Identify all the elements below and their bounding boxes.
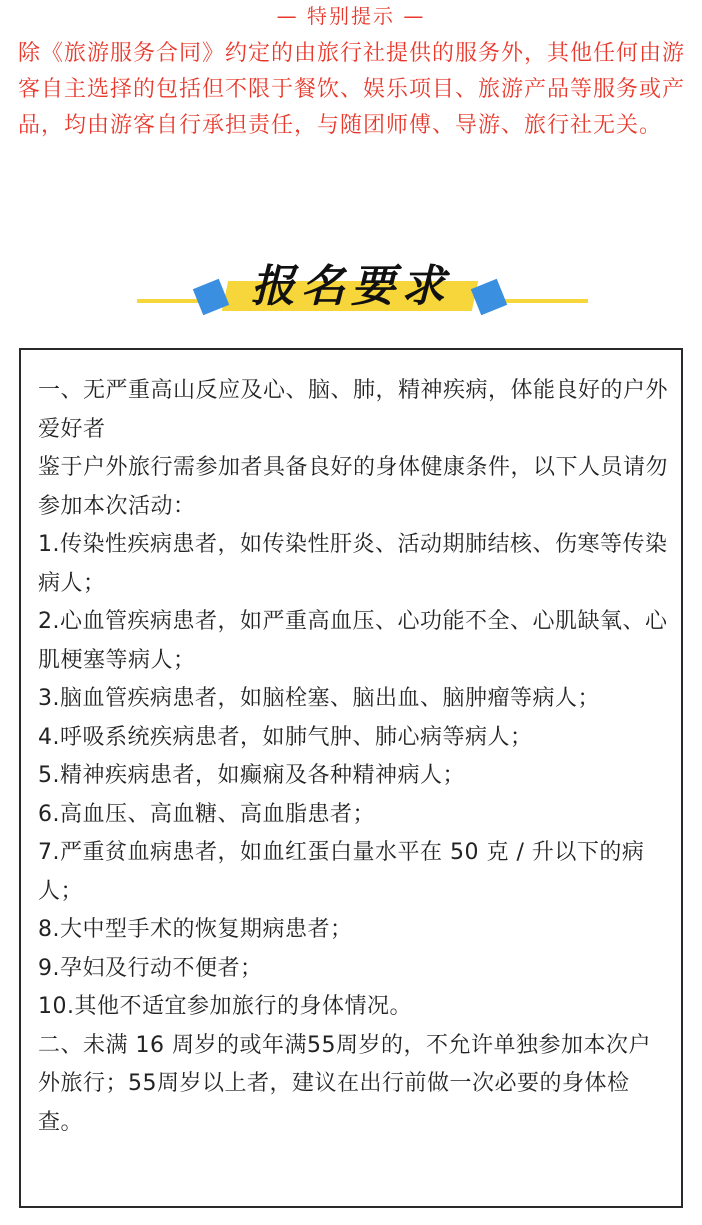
requirement-item: 9.孕妇及行动不便者； bbox=[38, 955, 263, 981]
requirement-item: 鉴于户外旅行需参加者具备良好的身体健康条件，以下人员请勿参加本次活动： bbox=[38, 455, 669, 519]
requirement-item: 10.其他不适宜参加旅行的身体情况。 bbox=[38, 994, 412, 1019]
requirement-item: 3.脑血管疾病患者，如脑栓塞、脑出血、脑肿瘤等病人； bbox=[38, 686, 600, 711]
requirement-item: 二、未满 16 周岁的或年满55周岁的，不允许单独参加本次户外旅行；55周岁以上者，建议在出行前做一次必要的身体检查。 bbox=[38, 1032, 651, 1135]
notice-body: 除《旅游服务合同》约定的由旅行社提供的服务外，其他任何由游客自主选择的包括但不限于餐饮、娱乐项目、旅游产品等服务或产品，均由游客自行承担责任，与随团师傅、导游、旅行社无关。 bbox=[18, 41, 686, 138]
requirement-item: 5.精神疾病患者，如癫痫及各种精神病人； bbox=[38, 763, 465, 788]
requirement-item: 4.呼吸系统疾病患者，如肺气肿、肺心病等病人； bbox=[38, 724, 533, 750]
section-heading bbox=[0, 255, 702, 335]
requirement-item: 一、无严重高山反应及心、脑、肺，精神疾病，体能良好的户外爱好者 bbox=[38, 378, 669, 442]
requirement-item: 1.传染性疾病患者，如传染性肝炎、活动期肺结核、伤寒等传染病人； bbox=[38, 532, 668, 596]
requirement-item: 7.严重贫血病患者，如血红蛋白量水平在 50 克 / 升以下的病人； bbox=[38, 840, 645, 904]
requirements-list bbox=[38, 372, 668, 1142]
requirement-item: 2.心血管疾病患者，如严重高血压、心功能不全、心肌缺氧、心肌梗塞等病人； bbox=[38, 609, 668, 673]
requirement-item: 8.大中型手术的恢复期病患者； bbox=[38, 917, 353, 942]
requirements-box bbox=[19, 348, 683, 1208]
notice-title: — 特别提示 — bbox=[276, 4, 426, 28]
requirement-item: 6.高血压、高血糖、高血脂患者； bbox=[38, 801, 375, 827]
heading-title: 报名要求 bbox=[251, 261, 451, 312]
